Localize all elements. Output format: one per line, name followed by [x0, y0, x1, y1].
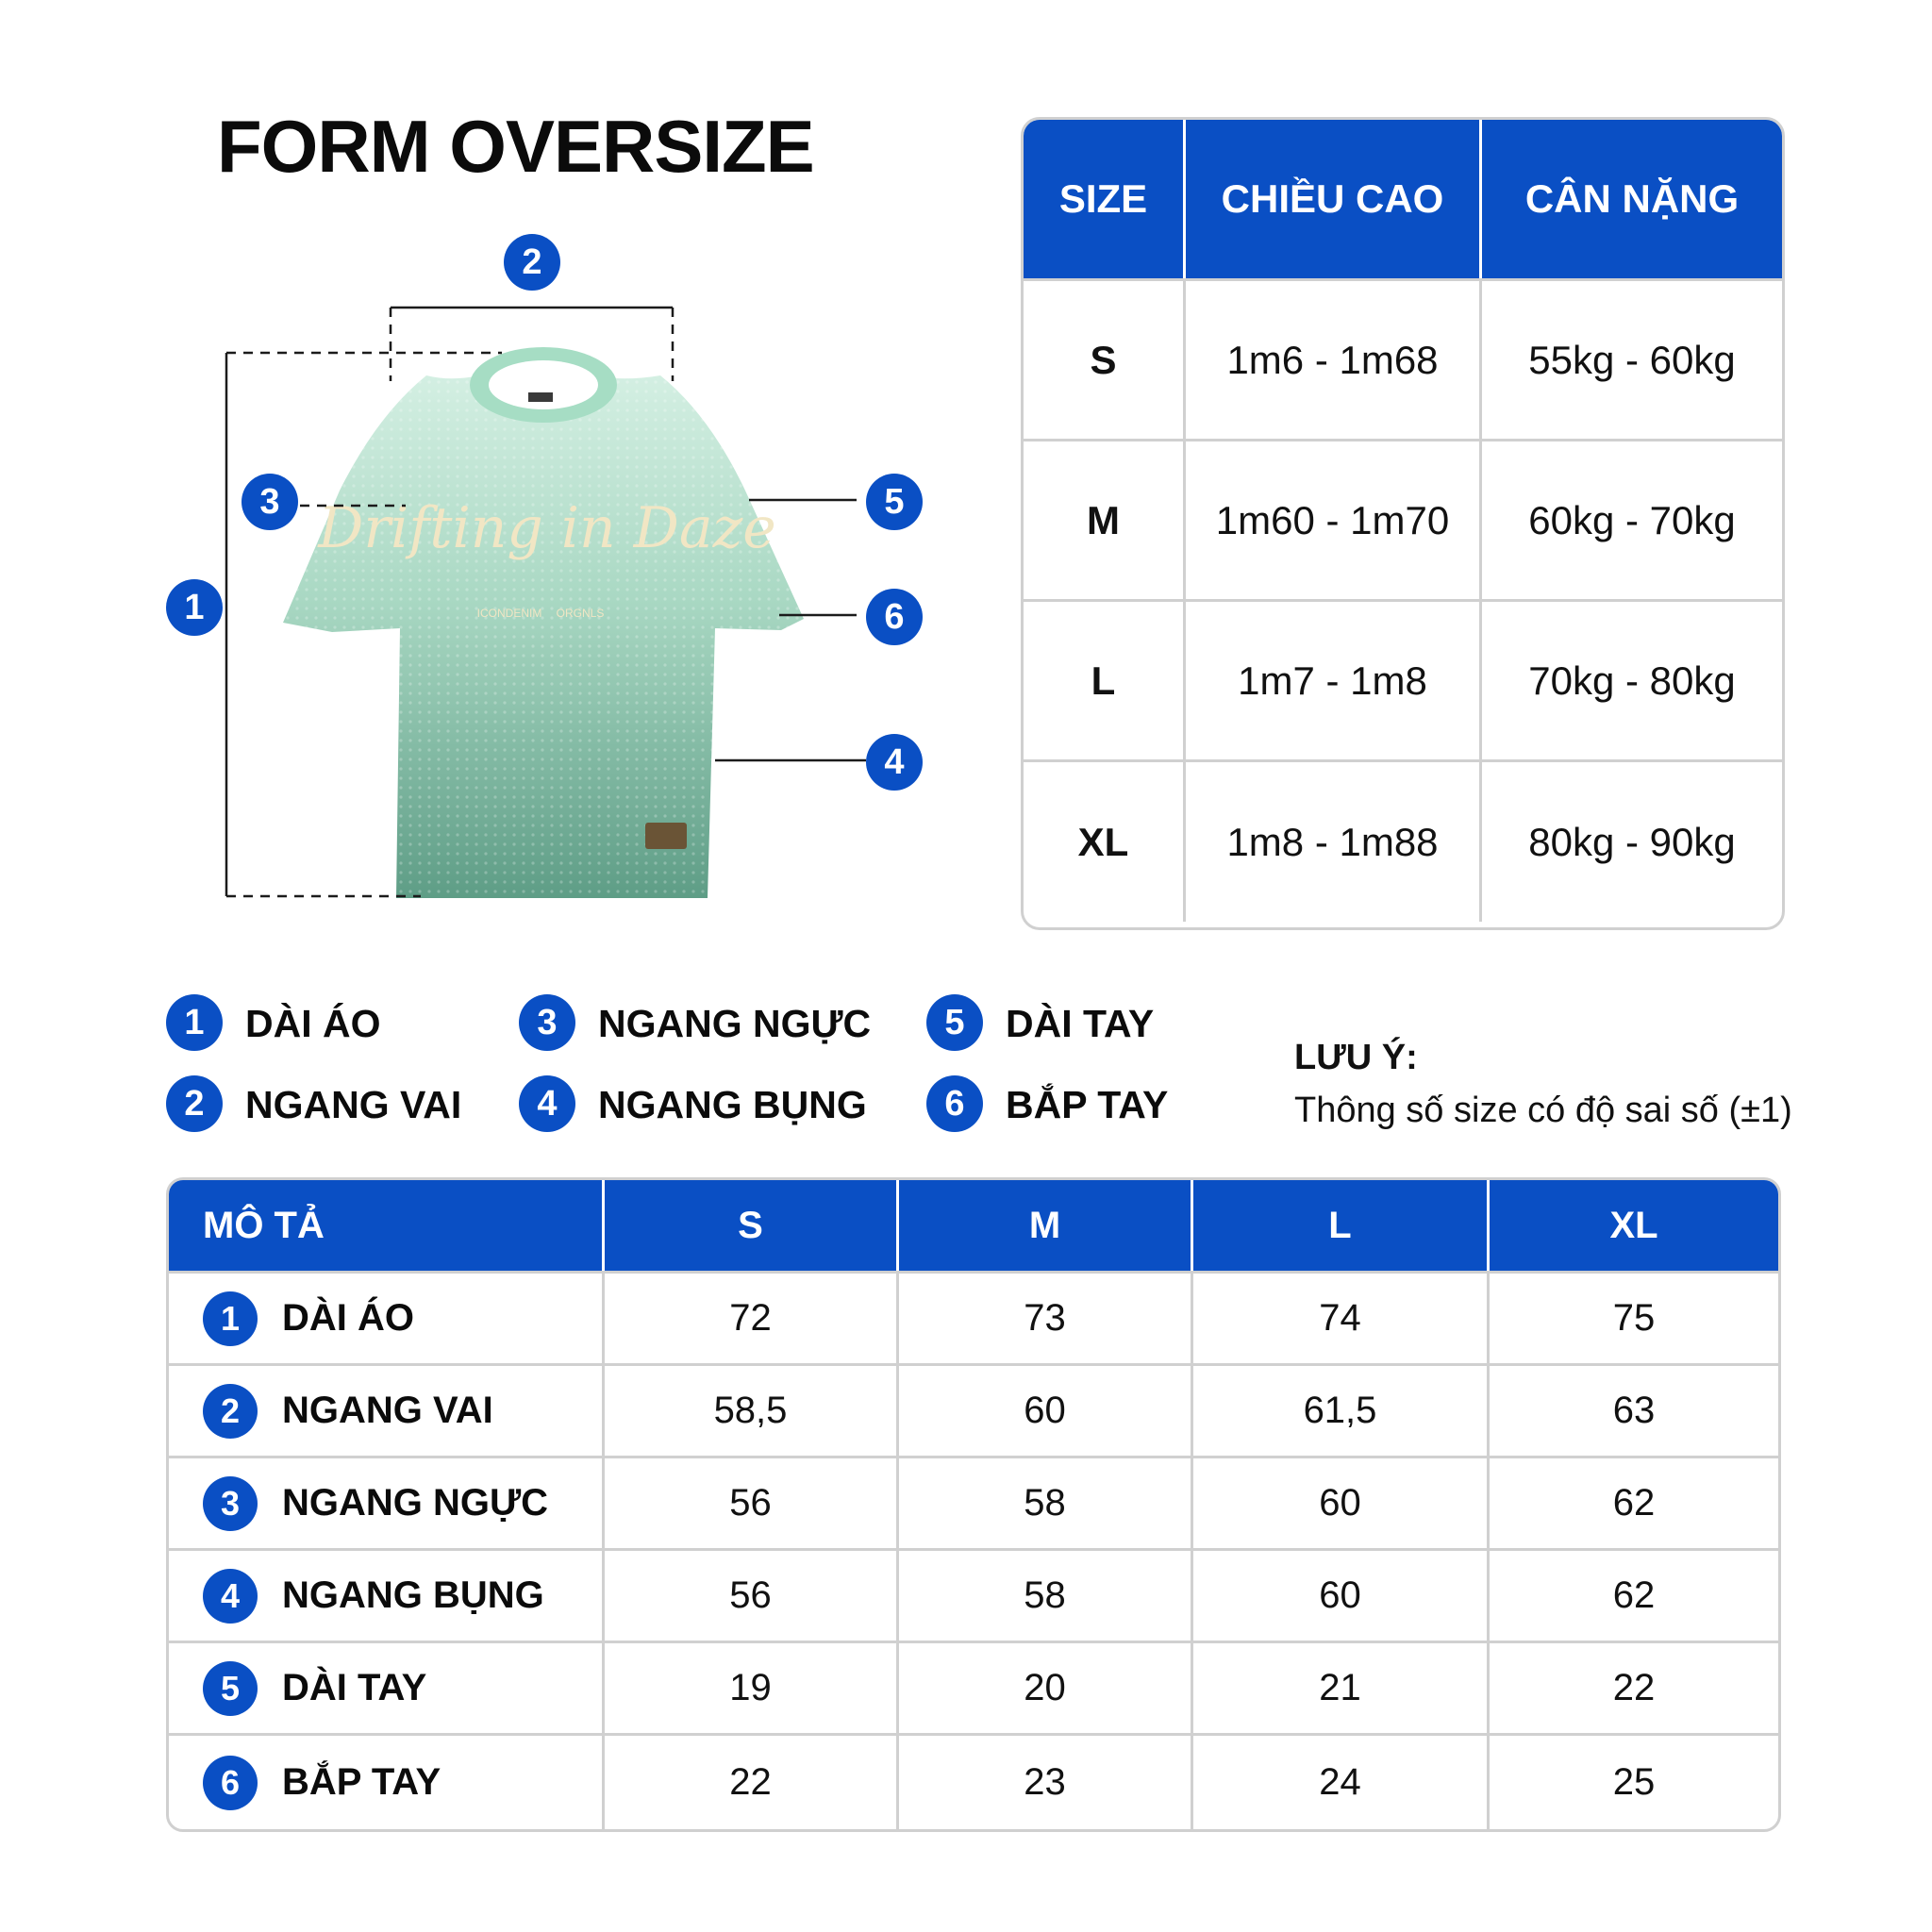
header-description: MÔ TẢ — [169, 1180, 605, 1271]
header-xl: XL — [1490, 1180, 1778, 1271]
header-weight: CÂN NẶNG — [1482, 120, 1782, 278]
value-cell: 24 — [1193, 1736, 1490, 1829]
size-row — [1024, 278, 1782, 441]
header-height: CHIỀU CAO — [1186, 120, 1482, 278]
header-size: SIZE — [1024, 120, 1186, 278]
diagram-badge-6: 6 — [866, 589, 923, 645]
diagram-badge-3: 3 — [242, 474, 298, 530]
value-cell: 74 — [1193, 1274, 1490, 1363]
value-cell: 58 — [899, 1551, 1193, 1641]
row-badge: 2 — [203, 1384, 258, 1439]
legend-badge-3: 3 — [519, 994, 575, 1051]
row-label: NGANG BỤNG — [282, 1574, 544, 1616]
table-row — [169, 1271, 1778, 1366]
diagram-badge-2: 2 — [504, 234, 560, 291]
value-cell: 72 — [605, 1274, 899, 1363]
row-badge: 6 — [203, 1756, 258, 1810]
legend-badge-2: 2 — [166, 1075, 223, 1132]
value-cell: 63 — [1612, 1390, 1656, 1431]
value-cell: 60 — [1193, 1458, 1490, 1548]
shirt-print-left: ICONDENIM — [476, 607, 542, 620]
note-title: LƯU Ý: — [1294, 1038, 1418, 1077]
header-m: M — [899, 1180, 1193, 1271]
legend-label-5: DÀI TAY — [1006, 1002, 1155, 1045]
value-cell: 75 — [1612, 1297, 1656, 1339]
value-cell: 21 — [1193, 1643, 1490, 1733]
table-row — [169, 1733, 1778, 1832]
value-cell: 22 — [605, 1736, 899, 1829]
value-cell: 62 — [1612, 1574, 1656, 1616]
value-cell: 20 — [899, 1643, 1193, 1733]
size-cell: XL — [1024, 762, 1186, 922]
row-label: NGANG VAI — [282, 1390, 493, 1431]
size-table-header — [1024, 120, 1782, 278]
legend-label-6: BẮP TAY — [1006, 1083, 1169, 1126]
measurement-table — [166, 1177, 1781, 1832]
note-text: Thông số size có độ sai số (±1) — [1294, 1091, 1792, 1130]
row-label: DÀI TAY — [282, 1667, 427, 1708]
value-cell: 56 — [605, 1458, 899, 1548]
page-title: FORM OVERSIZE — [217, 105, 814, 188]
row-label: NGANG NGỰC — [282, 1482, 549, 1524]
size-table — [1021, 117, 1785, 930]
size-cell: M — [1024, 441, 1186, 599]
value-cell: 60 — [1193, 1551, 1490, 1641]
height-cell: 1m60 - 1m70 — [1186, 441, 1482, 599]
size-cell: L — [1024, 602, 1186, 759]
table-row — [169, 1641, 1778, 1736]
legend-badge-5: 5 — [926, 994, 983, 1051]
diagram-badge-5: 5 — [866, 474, 923, 530]
weight-cell: 70kg - 80kg — [1528, 658, 1736, 703]
shirt-illustration — [0, 0, 943, 943]
value-cell: 58 — [899, 1458, 1193, 1548]
row-badge: 4 — [203, 1569, 258, 1624]
value-cell: 19 — [605, 1643, 899, 1733]
value-cell: 23 — [899, 1736, 1193, 1829]
height-cell: 1m8 - 1m88 — [1186, 762, 1482, 922]
value-cell: 61,5 — [1193, 1366, 1490, 1456]
table-row — [169, 1456, 1778, 1551]
height-cell: 1m7 - 1m8 — [1186, 602, 1482, 759]
header-l: L — [1193, 1180, 1490, 1271]
legend-badge-1: 1 — [166, 994, 223, 1051]
shirt-print-right: ORGNLS — [556, 607, 605, 620]
value-cell: 22 — [1612, 1667, 1656, 1708]
row-label: DÀI ÁO — [282, 1297, 414, 1339]
size-row — [1024, 599, 1782, 762]
legend-badge-4: 4 — [519, 1075, 575, 1132]
value-cell: 56 — [605, 1551, 899, 1641]
table-row — [169, 1548, 1778, 1643]
diagram-badge-4: 4 — [866, 734, 923, 791]
value-cell: 73 — [899, 1274, 1193, 1363]
legend-label-2: NGANG VAI — [245, 1083, 462, 1126]
size-row — [1024, 759, 1782, 924]
value-cell: 62 — [1612, 1482, 1656, 1524]
shirt-diagram — [0, 0, 943, 943]
row-badge: 1 — [203, 1291, 258, 1346]
row-badge: 5 — [203, 1661, 258, 1716]
legend-label-4: NGANG BỤNG — [598, 1083, 867, 1126]
height-cell: 1m6 - 1m68 — [1186, 281, 1482, 439]
size-cell: S — [1024, 281, 1186, 439]
legend-badge-6: 6 — [926, 1075, 983, 1132]
shirt-print-script: Drifting in Daze — [318, 495, 776, 561]
table-row — [169, 1363, 1778, 1458]
weight-cell: 60kg - 70kg — [1528, 497, 1736, 542]
measurement-table-header — [169, 1180, 1778, 1271]
row-label: BẮP TAY — [282, 1761, 441, 1803]
row-badge: 3 — [203, 1476, 258, 1531]
size-row — [1024, 439, 1782, 602]
legend-label-1: DÀI ÁO — [245, 1002, 381, 1045]
diagram-badge-1: 1 — [166, 579, 223, 636]
value-cell: 25 — [1612, 1761, 1656, 1803]
value-cell: 60 — [899, 1366, 1193, 1456]
value-cell: 58,5 — [605, 1366, 899, 1456]
header-s: S — [605, 1180, 899, 1271]
weight-cell: 55kg - 60kg — [1528, 337, 1736, 382]
legend-label-3: NGANG NGỰC — [598, 1002, 872, 1045]
weight-cell: 80kg - 90kg — [1528, 819, 1736, 864]
